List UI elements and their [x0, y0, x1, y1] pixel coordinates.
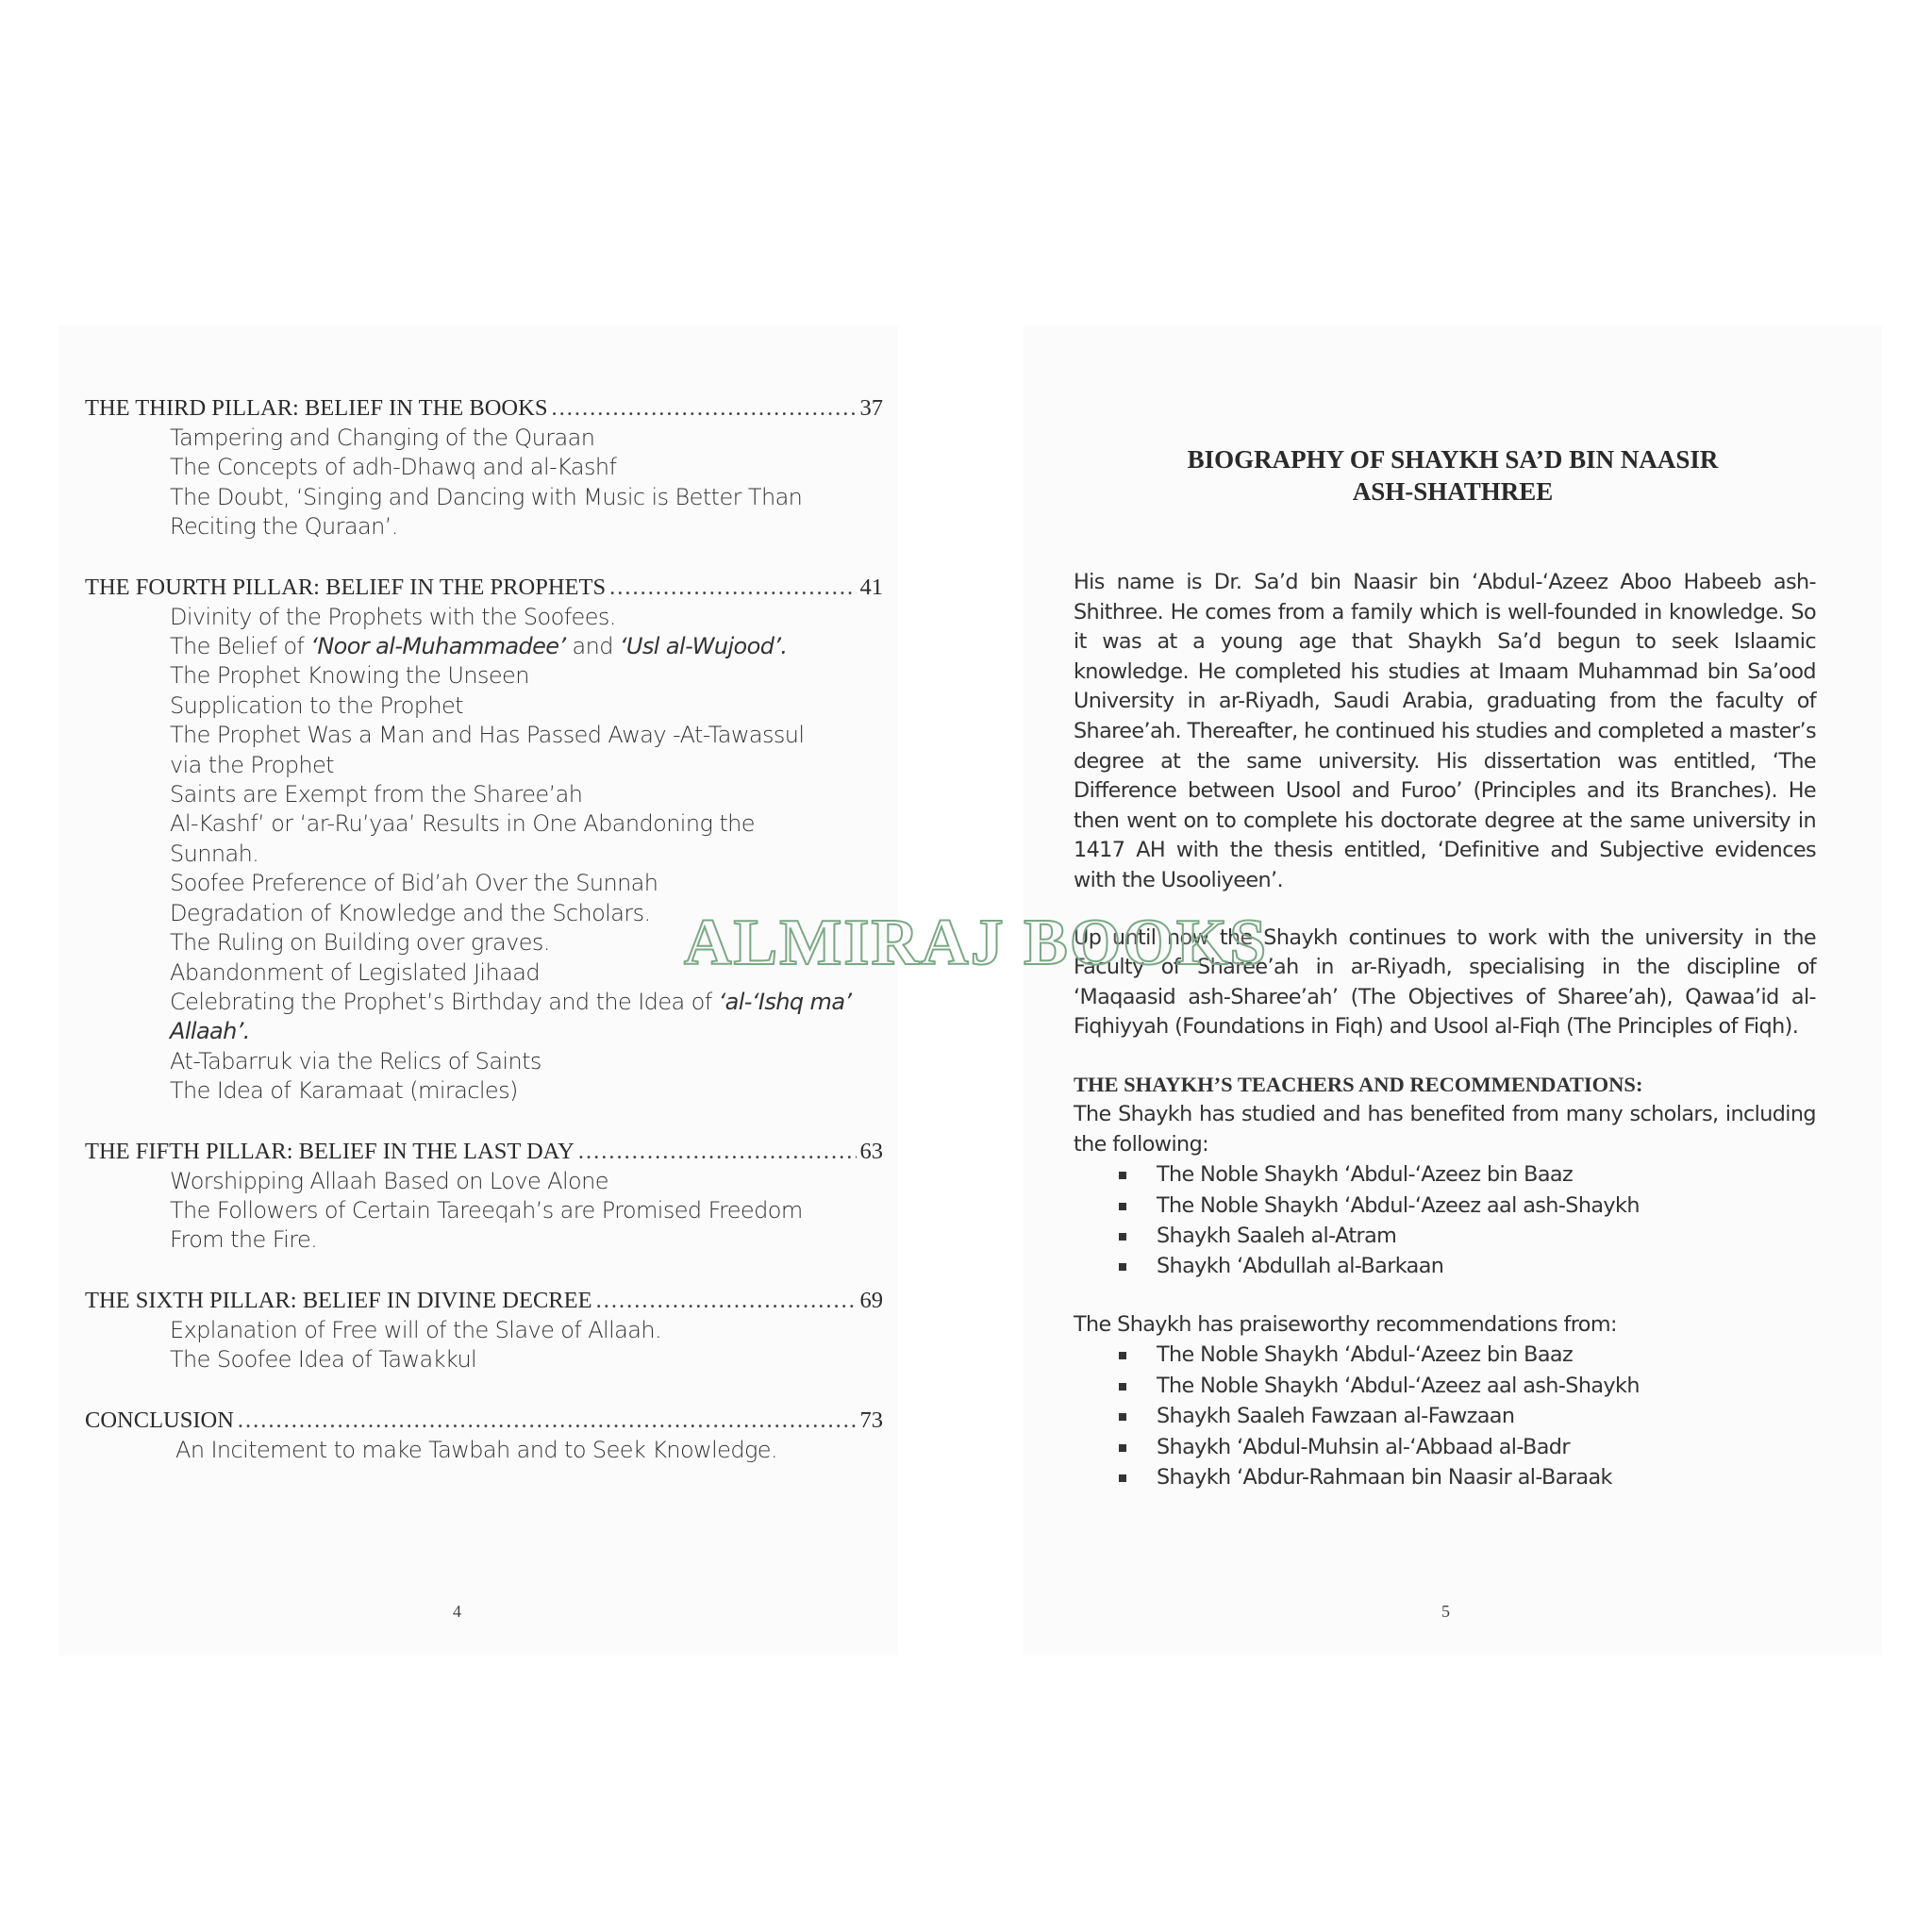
- toc-item-italic: ‘Noor al-Muhammadee’: [310, 633, 566, 660]
- right-page: [1024, 325, 1882, 1656]
- list-item: The Noble Shaykh ‘Abdul-‘Azeez bin Baaz: [1119, 1340, 1816, 1370]
- toc-item: Worshipping Allaah Based on Love Alone: [170, 1167, 608, 1194]
- toc-item: The Prophet Knowing the Unseen: [170, 662, 529, 690]
- biography-title-line: BIOGRAPHY OF SHAYKH SA’D BIN NAASIR: [1187, 445, 1719, 474]
- toc-section-fifth-pillar: [85, 1137, 883, 1256]
- toc-item: The Concepts of adh-Dhawq and al-Kashf: [170, 454, 617, 481]
- toc-item-text: The Belief of: [170, 633, 305, 660]
- biography-title-line: ASH-SHATHREE: [1352, 477, 1554, 506]
- toc-heading: [85, 393, 883, 424]
- toc-item: Divinity of the Prophets with the Soofees.: [170, 603, 616, 630]
- toc-item: The Prophet Was a Man and Has Passed Away -At-Tawassul: [170, 722, 805, 749]
- toc-page-number: 73: [859, 1407, 883, 1433]
- biography-title: [1024, 443, 1882, 508]
- toc-item: Saints are Exempt from the Sharee’ah: [170, 781, 583, 808]
- toc-section-fourth-pillar: [85, 573, 883, 1107]
- toc-item: An Incitement to make Tawbah and to Seek Knowledge.: [175, 1436, 777, 1463]
- toc-leader-dots: [578, 1137, 857, 1167]
- toc-heading-title: THE FOURTH PILLAR: BELIEF IN THE PROPHETS: [85, 574, 607, 600]
- toc-item: Al-Kashf’ or ‘ar-Ru’yaa’ Results in One Abandoning the: [170, 810, 755, 838]
- toc-item-birthday: [170, 988, 883, 1017]
- toc-item-belief-noor: [170, 632, 883, 661]
- toc-item: The Ruling on Building over graves.: [170, 929, 550, 957]
- toc-item-italic: ‘Usl al-Wujood’.: [619, 633, 788, 660]
- toc-leader-dots: [609, 573, 856, 603]
- page-number-right: 5: [1441, 1602, 1450, 1621]
- list-item: The Noble Shaykh ‘Abdul-‘Azeez aal ash-Shaykh: [1119, 1371, 1816, 1401]
- toc-item: Soofee Preference of Bid’ah Over the Sunnah: [170, 870, 658, 897]
- toc-item-text: and: [572, 633, 613, 660]
- list-item: Shaykh Saaleh al-Atram: [1119, 1221, 1816, 1251]
- toc-item: Degradation of Knowledge and the Scholars.: [170, 899, 651, 926]
- biography-paragraph: Up until now the Shaykh continues to work with the university in the Faculty of Sharee’ah in ar-Riyadh, specialising in the discipline of ‘Maqaasid ash-Sharee’ah’ (The Objectives of Sharee’ah), Qawaa’id al-Fiqhiyyah (Foundations in Fiqh) and Usool al-Fiqh (The Principles of Fiqh).: [1074, 924, 1816, 1040]
- toc-heading: [85, 1406, 883, 1436]
- toc-item: Sunnah.: [170, 840, 259, 867]
- toc-heading-title: THE FIFTH PILLAR: BELIEF IN THE LAST DAY: [85, 1138, 575, 1164]
- toc-item: Abandonment of Legislated Jihaad: [170, 958, 540, 986]
- toc-page-number: 69: [859, 1287, 883, 1313]
- toc-section-conclusion: [85, 1406, 883, 1465]
- toc-leader-dots: [596, 1286, 857, 1316]
- list-item: Shaykh ‘Abdul-Muhsin al-‘Abbaad al-Badr: [1119, 1432, 1816, 1462]
- toc-section-third-pillar: [85, 393, 883, 542]
- toc-item: At-Tabarruk via the Relics of Saints: [170, 1047, 541, 1074]
- toc-section-sixth-pillar: [85, 1286, 883, 1375]
- teachers-heading: THE SHAYKH’S TEACHERS AND RECOMMENDATIONS:: [1074, 1072, 1643, 1096]
- toc-leader-dots: [238, 1406, 857, 1436]
- toc-heading: [85, 1286, 883, 1316]
- toc-page-number: 37: [859, 395, 883, 421]
- list-item: The Noble Shaykh ‘Abdul-‘Azeez aal ash-Shaykh: [1119, 1191, 1816, 1221]
- toc-heading-title: THE THIRD PILLAR: BELIEF IN THE BOOKS: [85, 395, 548, 421]
- toc-page-number: 41: [859, 574, 883, 600]
- page-number-left: 4: [453, 1602, 461, 1621]
- recommendations-intro: The Shaykh has praiseworthy recommendations from:: [1074, 1311, 1617, 1337]
- toc-item: The Soofee Idea of Tawakkul: [170, 1346, 477, 1374]
- toc-heading: [85, 1137, 883, 1167]
- toc-item: From the Fire.: [170, 1226, 318, 1254]
- toc-item: Explanation of Free will of the Slave of Allaah.: [170, 1316, 662, 1343]
- toc-item: The Doubt, ‘Singing and Dancing with Music is Better Than: [170, 483, 803, 510]
- toc-heading-title: THE SIXTH PILLAR: BELIEF IN DIVINE DECREE: [85, 1287, 592, 1313]
- toc-item: The Followers of Certain Tareeqah’s are Promised Freedom: [170, 1196, 803, 1224]
- list-item: The Noble Shaykh ‘Abdul-‘Azeez bin Baaz: [1119, 1159, 1816, 1190]
- toc-item: via the Prophet: [170, 751, 334, 778]
- left-page: [58, 325, 898, 1656]
- toc-item: Allaah’.: [170, 1018, 250, 1045]
- toc-leader-dots: [551, 393, 856, 424]
- toc-item-text: Celebrating the Prophet’s Birthday and the Idea of: [170, 988, 712, 1015]
- toc-item-italic: ‘al-‘Ishq ma’: [718, 988, 852, 1015]
- toc-item: Reciting the Quraan’.: [170, 513, 398, 541]
- toc-heading-title: CONCLUSION: [85, 1407, 234, 1433]
- teachers-list: [1074, 1159, 1816, 1282]
- biography-paragraph: His name is Dr. Sa’d bin Naasir bin ‘Abdul-‘Azeez Aboo Habeeb ash-Shithree. He comes from a family which is well-founded in knowledge. So it was at a young age that Shaykh Sa’d begun to seek Islaamic knowledge. He completed his studies at Imaam Muhammad bin Sa’ood University in ar-Riyadh, Saudi Arabia, graduating from the faculty of Sharee’ah. Thereafter, he continued his studies and completed a master’s degree at the same university. His dissertation was entitled, ‘The Difference between Usool and Furoo’ (Principles and its Branches). He then went on to complete his doctorate degree at the same university in 1417 AH with the thesis entitled, ‘Definitive and Subjective evidences with the Usooliyeen’.: [1074, 570, 1816, 892]
- toc-item: Supplication to the Prophet: [170, 691, 463, 719]
- list-item: Shaykh Saaleh Fawzaan al-Fawzaan: [1119, 1401, 1816, 1431]
- recommenders-list: [1074, 1340, 1816, 1492]
- toc-page-number: 63: [859, 1138, 883, 1164]
- toc-heading: [85, 573, 883, 603]
- toc-item: Tampering and Changing of the Quraan: [170, 425, 595, 451]
- toc-item: The Idea of Karamaat (miracles): [170, 1077, 518, 1105]
- list-item: Shaykh ‘Abdullah al-Barkaan: [1119, 1251, 1816, 1281]
- list-item: Shaykh ‘Abdur-Rahmaan bin Naasir al-Baraak: [1119, 1462, 1816, 1492]
- biography-body: [1074, 568, 1816, 1521]
- teachers-intro: The Shaykh has studied and has benefited from many scholars, including the following:: [1074, 1101, 1816, 1157]
- watermark-logo: ALMIRAJ BOOKS: [684, 907, 1269, 979]
